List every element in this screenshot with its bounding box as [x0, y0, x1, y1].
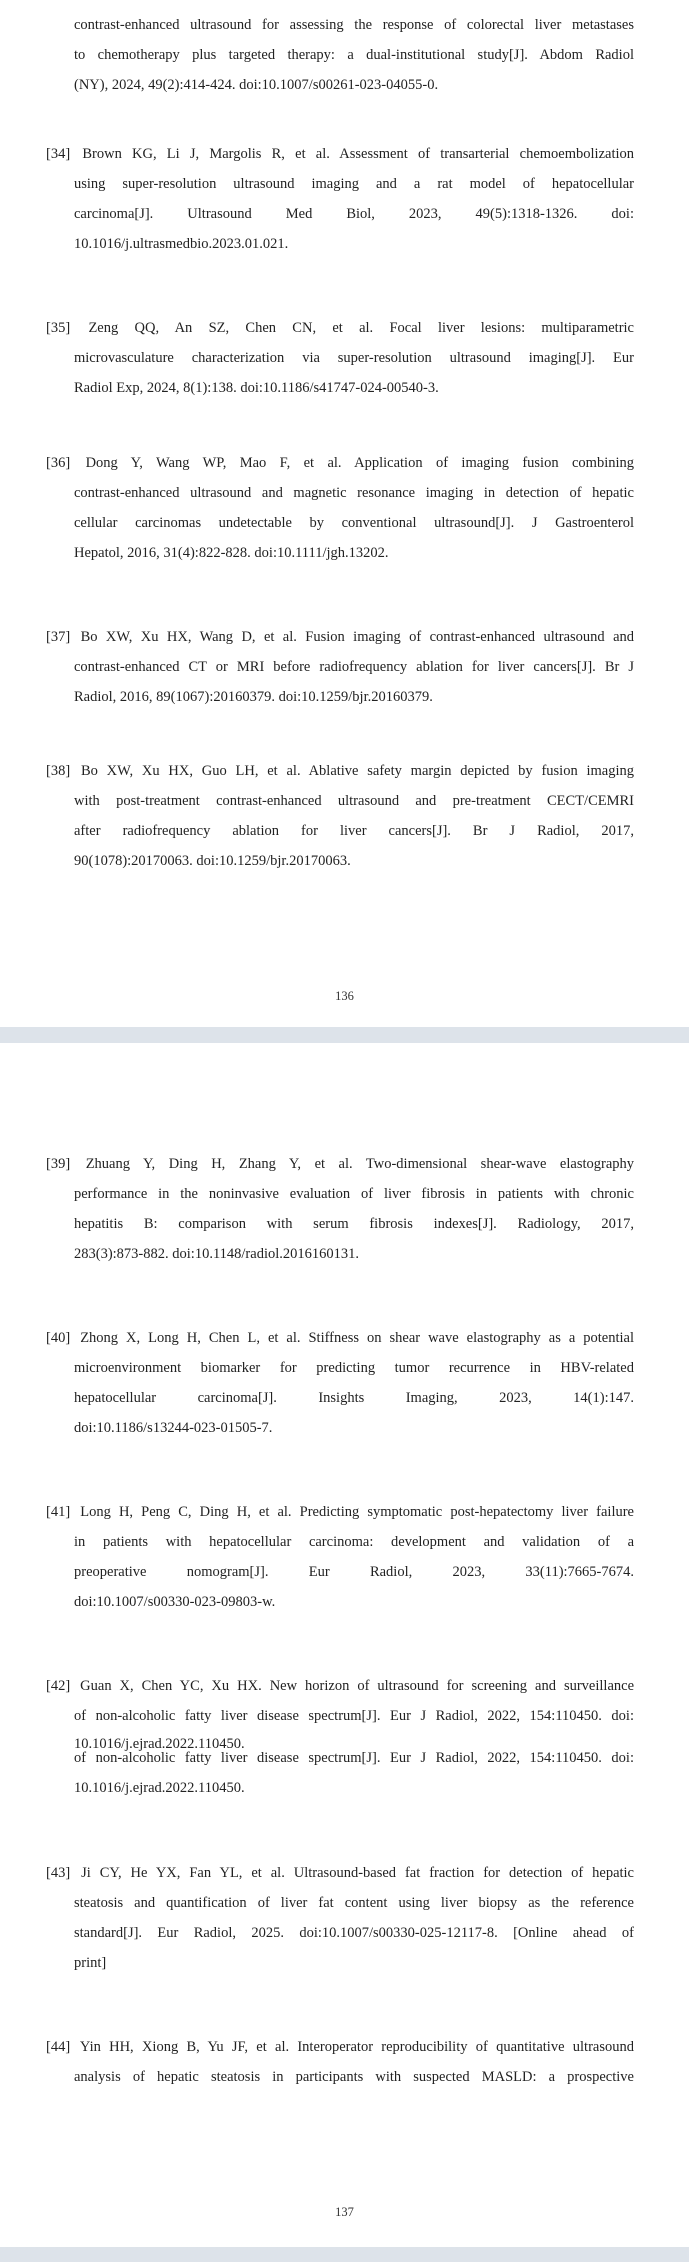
reference-number: [38]	[46, 763, 71, 779]
reference-text: Bo XW, Xu HX, Guo LH, et al. Ablative safety margin depicted by fusion imaging	[80, 763, 634, 779]
reference-line: doi:10.1186/s13244-023-01505-7.	[74, 1420, 273, 1436]
reference-number: [37]	[46, 629, 71, 645]
reference-text: Dong Y, Wang WP, Mao F, et al. Application of imaging fusion combining	[85, 455, 634, 471]
reference-line	[46, 318, 634, 338]
reference-line	[46, 453, 634, 473]
reference-text: Yin HH, Xiong B, Yu JF, et al. Interoperator reproducibility of quantitative ultrasound	[79, 2039, 634, 2055]
reference-line: contrast-enhanced ultrasound and magnetic resonance imaging in detection of hepatic	[74, 485, 634, 501]
reference-number: [35]	[46, 320, 71, 336]
reference-line: standard[J]. Eur Radiol, 2025. doi:10.1007/s00330-025-12117-8. [Online ahead of	[74, 1925, 634, 1941]
reference-line	[46, 1502, 634, 1522]
document-page	[0, 0, 689, 1027]
reference-text: Zeng QQ, An SZ, Chen CN, et al. Focal liver lesions: multiparametric	[88, 320, 634, 336]
reference-line: Hepatol, 2016, 31(4):822-828. doi:10.1111/jgh.13202.	[74, 545, 389, 561]
reference-line	[46, 1328, 634, 1348]
reference-line: hepatitis B: comparison with serum fibrosis indexes[J]. Radiology, 2017,	[74, 1216, 634, 1232]
reference-text: Bo XW, Xu HX, Wang D, et al. Fusion imaging of contrast-enhanced ultrasound and	[80, 629, 634, 645]
document-page	[0, 1043, 689, 2247]
reference-line: 10.1016/j.ultrasmedbio.2023.01.021.	[74, 236, 289, 252]
reference-line: Radiol Exp, 2024, 8(1):138. doi:10.1186/s41747-024-00540-3.	[74, 380, 439, 396]
reference-line: 10.1016/j.ejrad.2022.110450.	[74, 1736, 245, 1752]
reference-line: to chemotherapy plus targeted therapy: a dual-institutional study[J]. Abdom Radiol	[74, 47, 634, 63]
reference-line: steatosis and quantification of liver fat content using liver biopsy as the reference	[74, 1895, 634, 1911]
reference-number: [43]	[46, 1865, 71, 1881]
reference-line: using super-resolution ultrasound imaging and a rat model of hepatocellular	[74, 176, 634, 192]
reference-text: Zhong X, Long H, Chen L, et al. Stiffness on shear wave elastography as a potential	[80, 1330, 634, 1346]
reference-line: (NY), 2024, 49(2):414-424. doi:10.1007/s00261-023-04055-0.	[74, 77, 439, 93]
reference-number: [40]	[46, 1330, 71, 1346]
reference-line: hepatocellular carcinoma[J]. Insights Imaging, 2023, 14(1):147.	[74, 1390, 634, 1406]
reference-text: Brown KG, Li J, Margolis R, et al. Assessment of transarterial chemoembolization	[82, 146, 634, 162]
reference-number: [39]	[46, 1156, 71, 1172]
reference-line: of non-alcoholic fatty liver disease spectrum[J]. Eur J Radiol, 2022, 154:110450. doi:	[74, 1750, 634, 1766]
page-number: 136	[335, 989, 354, 1003]
reference-line: print]	[74, 1955, 107, 1971]
reference-text: Ji CY, He YX, Fan YL, et al. Ultrasound-based fat fraction for detection of hepatic	[81, 1865, 634, 1881]
reference-number: [44]	[46, 2039, 71, 2055]
reference-number: [41]	[46, 1504, 71, 1520]
reference-line: contrast-enhanced ultrasound for assessing the response of colorectal liver metastases	[74, 17, 634, 33]
reference-line: in patients with hepatocellular carcinoma: development and validation of a	[74, 1534, 634, 1550]
reference-line: microvasculature characterization via super-resolution ultrasound imaging[J]. Eur	[74, 350, 634, 366]
reference-line: 10.1016/j.ejrad.2022.110450.	[74, 1780, 245, 1796]
reference-line: preoperative nomogram[J]. Eur Radiol, 2023, 33(11):7665-7674.	[74, 1564, 634, 1580]
reference-line	[46, 144, 634, 164]
reference-text: Guan X, Chen YC, Xu HX. New horizon of ultrasound for screening and surveillance	[80, 1678, 634, 1694]
page-number: 137	[335, 2205, 354, 2219]
reference-line: 90(1078):20170063. doi:10.1259/bjr.20170063.	[74, 853, 351, 869]
reference-line	[46, 2037, 634, 2057]
reference-number: [36]	[46, 455, 71, 471]
reference-line: with post-treatment contrast-enhanced ultrasound and pre-treatment CECT/CEMRI	[74, 793, 634, 809]
reference-line: 283(3):873-882. doi:10.1148/radiol.2016160131.	[74, 1246, 360, 1262]
reference-line: doi:10.1007/s00330-023-09803-w.	[74, 1594, 276, 1610]
reference-number: [34]	[46, 146, 71, 162]
reference-line	[46, 1676, 634, 1696]
reference-line: analysis of hepatic steatosis in participants with suspected MASLD: a prospective	[74, 2069, 634, 2085]
reference-line: carcinoma[J]. Ultrasound Med Biol, 2023, 49(5):1318-1326. doi:	[74, 206, 634, 222]
reference-text: Zhuang Y, Ding H, Zhang Y, et al. Two-dimensional shear-wave elastography	[85, 1156, 634, 1172]
next-page-edge	[0, 2262, 689, 2267]
reference-line: cellular carcinomas undetectable by conventional ultrasound[J]. J Gastroenterol	[74, 515, 634, 531]
reference-line	[46, 1863, 634, 1883]
reference-line: performance in the noninvasive evaluation of liver fibrosis in patients with chronic	[74, 1186, 634, 1202]
reference-line: contrast-enhanced CT or MRI before radiofrequency ablation for liver cancers[J]. Br J	[74, 659, 634, 675]
reference-line	[46, 761, 634, 781]
reference-text: Long H, Peng C, Ding H, et al. Predicting symptomatic post-hepatectomy liver failure	[80, 1504, 634, 1520]
reference-line: after radiofrequency ablation for liver cancers[J]. Br J Radiol, 2017,	[74, 823, 634, 839]
reference-line: of non-alcoholic fatty liver disease spectrum[J]. Eur J Radiol, 2022, 154:110450. doi:	[74, 1708, 634, 1724]
reference-line: microenvironment biomarker for predicting tumor recurrence in HBV-related	[74, 1360, 634, 1376]
reference-number: [42]	[46, 1678, 71, 1694]
reference-line: Radiol, 2016, 89(1067):20160379. doi:10.1259/bjr.20160379.	[74, 689, 433, 705]
reference-line	[46, 1154, 634, 1174]
reference-line	[46, 627, 634, 647]
